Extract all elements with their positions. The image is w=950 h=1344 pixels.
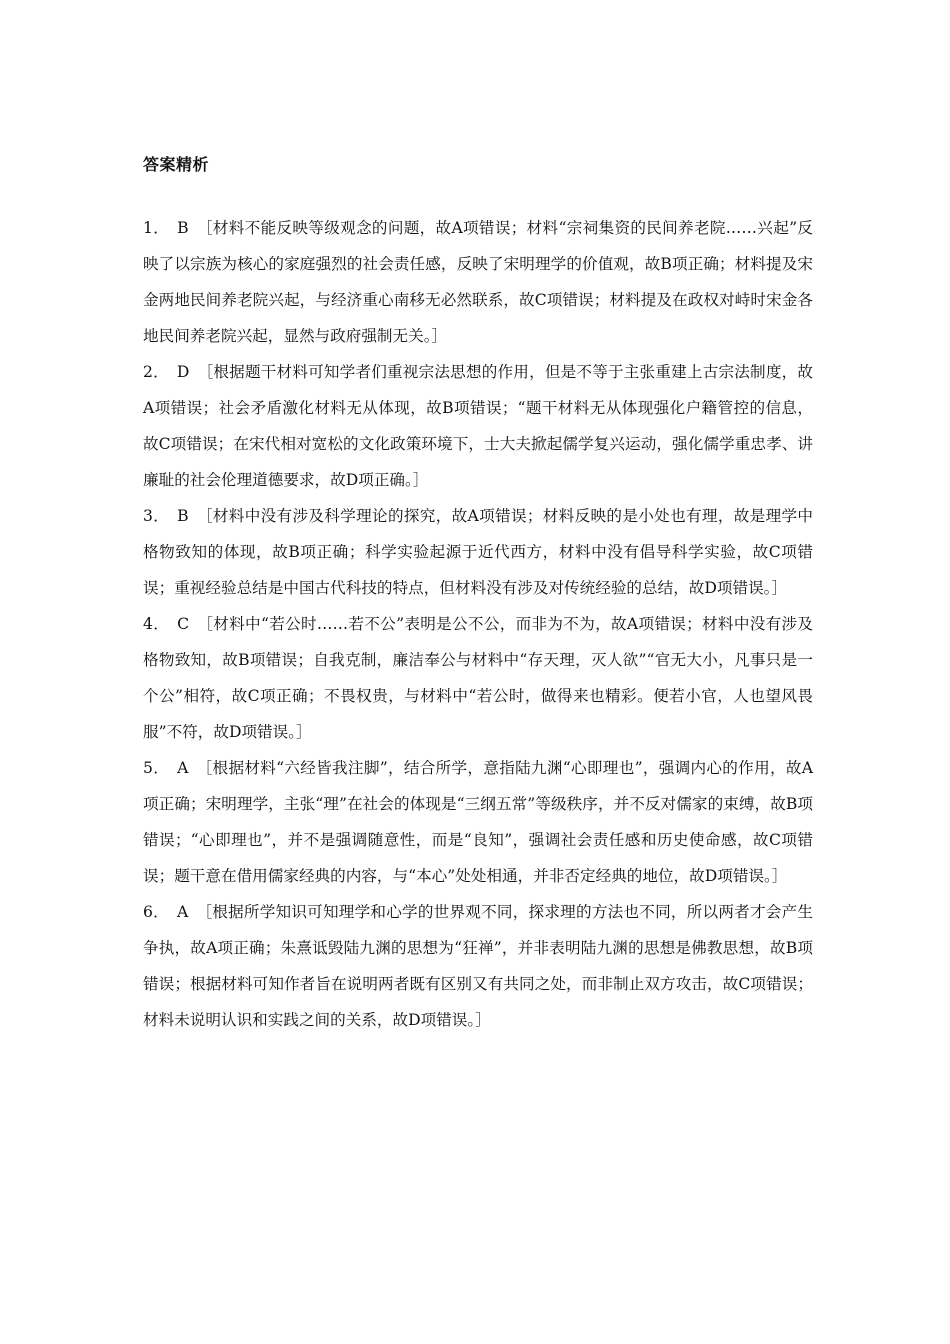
- answer-number: 6．: [143, 903, 169, 921]
- answer-number: 1．: [143, 219, 170, 237]
- answer-letter: A: [177, 759, 189, 777]
- answer-number: 2．: [143, 363, 169, 381]
- section-title: 答案精析: [143, 155, 210, 174]
- answer-letter: C: [177, 615, 190, 633]
- answer-letter: B: [177, 507, 189, 525]
- answer-item-3: [143, 498, 813, 606]
- answer-letter: A: [176, 903, 189, 921]
- answer-explanation: ［根据材料“六经皆我注脚”，结合所学，意指陆九渊“心即理也”，强调内心的作用，故A项正确；宋明理学，主张“理”在社会的体现是“三纲五常”等级秩序，并不反对儒家的束缚，故B项错误；“心即理也”，并不是强调随意性，而是“良知”，强调社会责任感和历史使命感，故C项错误；题干意在借用儒家经典的内容，与“本心”处处相通，并非否定经典的地位，故D项错误。］: [143, 759, 813, 885]
- answer-letter: B: [177, 219, 189, 237]
- answer-letter: D: [176, 363, 190, 381]
- answer-explanation: ［材料不能反映等级观念的问题，故A项错误；材料“宗祠集资的民间养老院……兴起”反映了以宗族为核心的家庭强烈的社会责任感，反映了宋明理学的价值观，故B项正确；材料提及宋金两地民间养老院兴起，与经济重心南移无必然联系，故C项错误；材料提及在政权对峙时宋金各地民间养老院兴起，显然与政府强制无关。］: [143, 219, 814, 345]
- answer-number: 5．: [143, 759, 170, 777]
- answer-item-2: [143, 354, 813, 498]
- answer-list: [143, 210, 813, 1038]
- answer-explanation: ［根据所学知识可知理学和心学的世界观不同，探求理的方法也不同，所以两者才会产生争执，故A项正确；朱熹诋毁陆九渊的思想为“狂禅”，并非表明陆九渊的思想是佛教思想，故B项错误；根据材料可知作者旨在说明两者既有区别又有共同之处，而非制止双方攻击，故C项错误；材料未说明认识和实践之间的关系，故D项错误。］: [143, 903, 813, 1029]
- answer-item-5: [143, 750, 813, 894]
- answer-item-6: [143, 894, 813, 1038]
- answer-explanation: ［根据题干材料可知学者们重视宗法思想的作用，但是不等于主张重建上古宗法制度，故A项错误；社会矛盾激化材料无从体现，故B项错误；“题干材料无从体现强化户籍管控的信息，故C项错误；在宋代相对宽松的文化政策环境下，士大夫掀起儒学复兴运动，强化儒学重忠孝、讲廉耻的社会伦理道德要求，故D项正确。］: [143, 363, 813, 489]
- answer-explanation: ［材料中“若公时……若不公”表明是公不公，而非为不为，故A项错误；材料中没有涉及格物致知，故B项错误；自我克制，廉洁奉公与材料中“存天理，灭人欲”“官无大小，凡事只是一个公”相符，故C项正确；不畏权贵，与材料中“若公时，做得来也精彩。便若小官，人也望风畏服”不符，故D项错误。］: [143, 615, 813, 741]
- answer-number: 3．: [143, 507, 170, 525]
- answer-item-1: [143, 210, 813, 354]
- answer-number: 4．: [143, 615, 170, 633]
- answer-item-4: [143, 606, 813, 750]
- answer-explanation: ［材料中没有涉及科学理论的探究，故A项错误；材料反映的是小处也有理，故是理学中格物致知的体现，故B项正确；科学实验起源于近代西方，材料中没有倡导科学实验，故C项错误；重视经验总结是中国古代科技的特点，但材料没有涉及对传统经验的总结，故D项错误。］: [143, 507, 814, 597]
